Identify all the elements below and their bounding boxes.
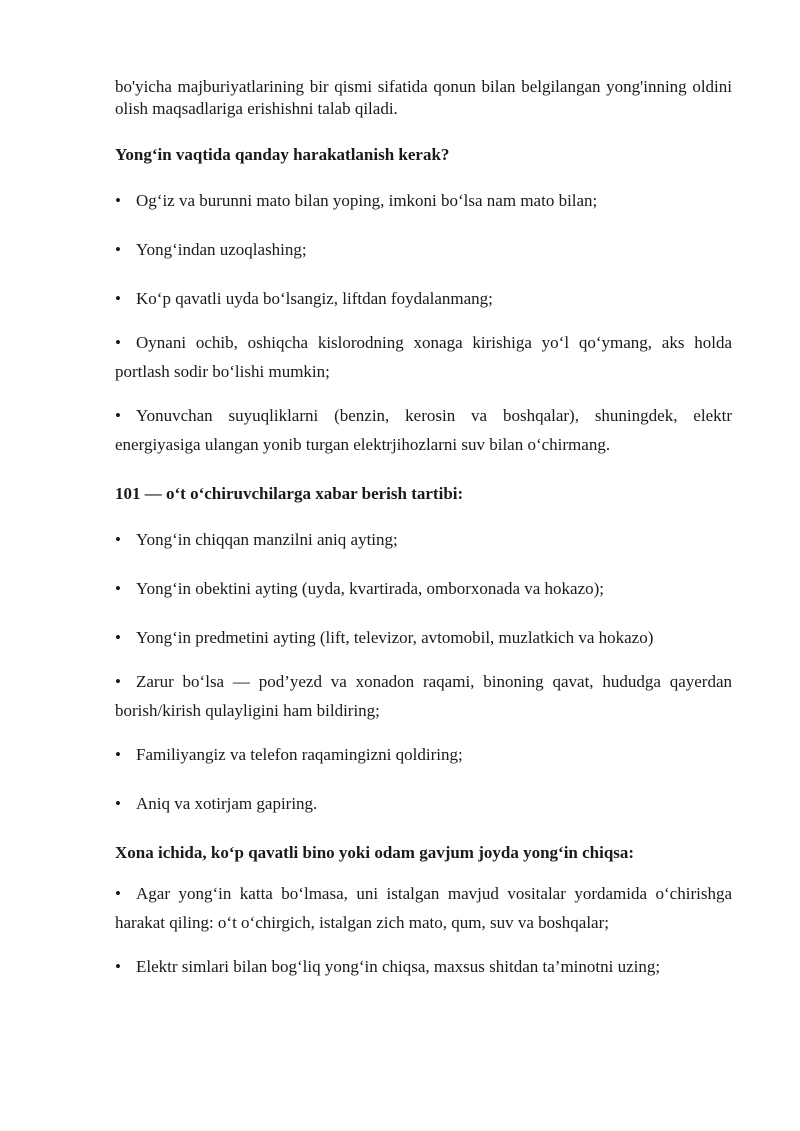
section-heading-101-report: 101 — o‘t o‘chiruvchilarga xabar berish tartibi: [115, 484, 464, 503]
bullet-icon: • [115, 333, 121, 352]
bullet-icon: • [115, 240, 121, 259]
bullet-icon: • [115, 745, 121, 764]
list-item: • Yong‘in predmetini ayting (lift, televizor, avtomobil, muzlatkich va hokazo) [115, 623, 732, 652]
bullet-icon: • [115, 406, 121, 425]
list-item: • Familiyangiz va telefon raqamingizni qoldiring; [115, 740, 732, 769]
list-item: • Yong‘in chiqqan manzilni aniq ayting; [115, 525, 732, 554]
list-item: • Yong‘indan uzoqlashing; [115, 235, 732, 264]
list-item: • Ko‘p qavatli uyda bo‘lsangiz, liftdan foydalanmang; [115, 284, 732, 313]
section-heading-indoor-fire: Xona ichida, ko‘p qavatli bino yoki odam gavjum joyda yong‘in chiqsa: [115, 843, 635, 862]
bullet-icon: • [115, 530, 121, 549]
bullet-icon: • [115, 957, 121, 976]
intro-paragraph: bo'yicha majburiyatlarining bir qismi sifatida qonun bilan belgilangan yong'inning oldini olish maqsadlariga erishishni talab qiladi. [115, 77, 732, 118]
section-heading-fire-actions: Yong‘in vaqtida qanday harakatlanish kerak? [115, 145, 450, 164]
bullet-icon: • [115, 672, 121, 691]
list-item: • Oynani ochib, oshiqcha kislorodning xonaga kirishiga yo‘l qo‘ymang, aks holda portlash sodir bo‘lishi mumkin; [115, 328, 732, 386]
bullet-icon: • [115, 579, 121, 598]
list-item: • Agar yong‘in katta bo‘lmasa, uni istalgan mavjud vositalar yordamida o‘chirishga harakat qiling: o‘t o‘chirgich, istalgan zich mato, qum, suv va boshqalar; [115, 879, 732, 937]
list-item: • Zarur bo‘lsa — pod’yezd va xonadon raqami, binoning qavat, hududga qayerdan borish/kirish qulayligini ham bildiring; [115, 667, 732, 725]
list-item: • Elektr simlari bilan bog‘liq yong‘in chiqsa, maxsus shitdan ta’minotni uzing; [115, 952, 732, 981]
bullet-icon: • [115, 884, 121, 903]
list-item: • Og‘iz va burunni mato bilan yoping, imkoni bo‘lsa nam mato bilan; [115, 186, 732, 215]
list-item: • Yonuvchan suyuqliklarni (benzin, kerosin va boshqalar), shuningdek, elektr energiyasiga ulangan yonib turgan elektrjihozlarni suv bilan o‘chirmang. [115, 401, 732, 459]
bullet-icon: • [115, 289, 121, 308]
list-item: • Aniq va xotirjam gapiring. [115, 789, 732, 818]
list-item: • Yong‘in obektini ayting (uyda, kvartirada, omborxonada va hokazo); [115, 574, 732, 603]
bullet-icon: • [115, 191, 121, 210]
bullet-icon: • [115, 794, 121, 813]
bullet-icon: • [115, 628, 121, 647]
